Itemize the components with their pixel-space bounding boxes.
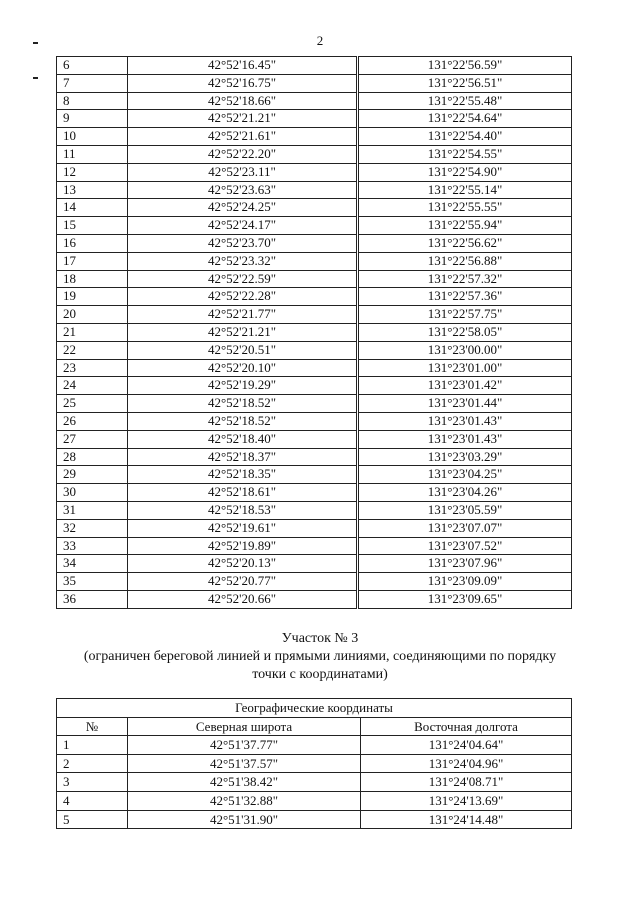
longitude-cell: 131°23'04.25" [359,466,572,484]
longitude-cell: 131°23'05.59" [359,501,572,519]
section-title: Участок № 3 [281,631,359,646]
longitude-column-header: Восточная долгота [361,717,572,736]
table-row [57,430,572,448]
table-row [57,74,572,92]
table-row [57,181,572,199]
latitude-cell: 42°52'22.28" [128,288,357,306]
table-header-row [57,717,572,736]
point-number: 1 [57,736,128,755]
point-number: 23 [57,359,128,377]
latitude-cell: 42°51'31.90" [128,810,361,829]
table-row [57,359,572,377]
point-number: 25 [57,395,128,413]
latitude-cell: 42°52'23.32" [128,252,357,270]
table-row [57,791,572,810]
longitude-cell: 131°23'07.96" [359,555,572,573]
point-number: 35 [57,573,128,591]
table-row [57,810,572,829]
table-row [57,448,572,466]
table-row [57,323,572,341]
point-number: 16 [57,234,128,252]
point-number: 14 [57,199,128,217]
latitude-cell: 42°52'20.10" [128,359,357,377]
longitude-cell: 131°22'54.64" [359,110,572,128]
latitude-cell: 42°52'18.52" [128,395,357,413]
latitude-cell: 42°52'21.61" [128,128,357,146]
latitude-cell: 42°52'18.37" [128,448,357,466]
latitude-cell: 42°52'18.52" [128,412,357,430]
longitude-cell: 131°22'55.94" [359,217,572,235]
longitude-cell: 131°24'13.69" [361,791,572,810]
longitude-cell: 131°23'01.44" [359,395,572,413]
latitude-cell: 42°52'24.25" [128,199,357,217]
point-number: 27 [57,430,128,448]
latitude-cell: 42°52'23.11" [128,163,357,181]
table-row [57,519,572,537]
latitude-cell: 42°51'37.77" [128,736,361,755]
table-row [57,306,572,324]
latitude-cell: 42°52'21.21" [128,110,357,128]
table-row [57,145,572,163]
point-number: 28 [57,448,128,466]
point-number: 20 [57,306,128,324]
table-row [57,270,572,288]
table-row [57,377,572,395]
margin-mark [33,42,38,44]
latitude-cell: 42°51'37.57" [128,754,361,773]
longitude-cell: 131°23'09.09" [359,573,572,591]
point-number: 13 [57,181,128,199]
point-number: 18 [57,270,128,288]
page-number: 2 [316,33,324,48]
point-number: 31 [57,501,128,519]
latitude-cell: 42°51'38.42" [128,773,361,792]
table-row [57,92,572,110]
latitude-cell: 42°52'20.51" [128,341,357,359]
point-number: 12 [57,163,128,181]
latitude-cell: 42°52'18.35" [128,466,357,484]
longitude-cell: 131°22'57.36" [359,288,572,306]
longitude-cell: 131°24'08.71" [361,773,572,792]
latitude-cell: 42°52'18.61" [128,484,357,502]
point-number: 30 [57,484,128,502]
longitude-cell: 131°22'56.59" [359,57,572,75]
point-number: 15 [57,217,128,235]
point-number: 4 [57,791,128,810]
latitude-cell: 42°52'23.70" [128,234,357,252]
longitude-cell: 131°22'56.51" [359,74,572,92]
point-number: 34 [57,555,128,573]
longitude-cell: 131°24'04.64" [361,736,572,755]
longitude-cell: 131°22'56.62" [359,234,572,252]
latitude-cell: 42°52'22.20" [128,145,357,163]
table-row [57,217,572,235]
latitude-cell: 42°52'24.17" [128,217,357,235]
latitude-cell: 42°52'18.66" [128,92,357,110]
latitude-cell: 42°52'16.45" [128,57,357,75]
longitude-cell: 131°23'07.07" [359,519,572,537]
longitude-cell: 131°22'57.75" [359,306,572,324]
latitude-cell: 42°52'23.63" [128,181,357,199]
point-number: 3 [57,773,128,792]
longitude-cell: 131°22'58.05" [359,323,572,341]
longitude-cell: 131°23'03.29" [359,448,572,466]
latitude-cell: 42°52'19.89" [128,537,357,555]
point-number: 5 [57,810,128,829]
longitude-cell: 131°24'04.96" [361,754,572,773]
longitude-cell: 131°22'55.48" [359,92,572,110]
table-row [57,484,572,502]
longitude-cell: 131°23'07.52" [359,537,572,555]
latitude-cell: 42°52'18.53" [128,501,357,519]
point-number: 11 [57,145,128,163]
point-number: 2 [57,754,128,773]
longitude-cell: 131°23'01.42" [359,377,572,395]
table-row [57,555,572,573]
table-row [57,537,572,555]
longitude-cell: 131°23'04.26" [359,484,572,502]
longitude-cell: 131°22'55.55" [359,199,572,217]
table-row [57,252,572,270]
point-number: 6 [57,57,128,75]
point-number: 36 [57,590,128,608]
point-number: 33 [57,537,128,555]
table-row [57,199,572,217]
latitude-cell: 42°52'19.29" [128,377,357,395]
point-number: 26 [57,412,128,430]
point-number: 21 [57,323,128,341]
latitude-cell: 42°52'19.61" [128,519,357,537]
latitude-cell: 42°52'21.21" [128,323,357,341]
number-column-header: № [57,717,128,736]
margin-mark [33,77,38,79]
latitude-cell: 42°52'16.75" [128,74,357,92]
table-row [57,754,572,773]
latitude-cell: 42°52'21.77" [128,306,357,324]
point-number: 29 [57,466,128,484]
table-row [57,736,572,755]
table-row [57,466,572,484]
table-row [57,773,572,792]
table-row [57,501,572,519]
table-row [57,234,572,252]
coordinates-table-continued [56,56,572,609]
section-subtitle-line-2: точки с координатами) [252,667,388,682]
point-number: 24 [57,377,128,395]
table-row [57,110,572,128]
longitude-cell: 131°23'01.43" [359,412,572,430]
latitude-cell: 42°52'20.77" [128,573,357,591]
latitude-cell: 42°52'20.66" [128,590,357,608]
longitude-cell: 131°22'55.14" [359,181,572,199]
table-row [57,128,572,146]
table-row [57,590,572,608]
longitude-cell: 131°24'14.48" [361,810,572,829]
point-number: 17 [57,252,128,270]
latitude-cell: 42°51'32.88" [128,791,361,810]
longitude-cell: 131°22'54.40" [359,128,572,146]
point-number: 8 [57,92,128,110]
section-subtitle-line-1: (ограничен береговой линией и прямыми линиями, соединяющими по порядку [83,649,557,664]
latitude-cell: 42°52'22.59" [128,270,357,288]
table-header-row [57,699,572,718]
latitude-cell: 42°52'18.40" [128,430,357,448]
longitude-cell: 131°22'56.88" [359,252,572,270]
latitude-column-header: Северная широта [128,717,361,736]
longitude-cell: 131°23'01.00" [359,359,572,377]
table-row [57,288,572,306]
longitude-cell: 131°23'01.43" [359,430,572,448]
geo-coordinates-header: Географические координаты [57,699,572,718]
point-number: 19 [57,288,128,306]
table-row [57,57,572,75]
point-number: 7 [57,74,128,92]
longitude-cell: 131°23'09.65" [359,590,572,608]
longitude-cell: 131°22'57.32" [359,270,572,288]
longitude-cell: 131°22'54.90" [359,163,572,181]
table-row [57,412,572,430]
point-number: 32 [57,519,128,537]
coordinates-table-section-3 [56,698,572,829]
table-row [57,395,572,413]
point-number: 9 [57,110,128,128]
point-number: 22 [57,341,128,359]
point-number: 10 [57,128,128,146]
longitude-cell: 131°22'54.55" [359,145,572,163]
longitude-cell: 131°23'00.00" [359,341,572,359]
table-row [57,573,572,591]
table-row [57,341,572,359]
table-row [57,163,572,181]
latitude-cell: 42°52'20.13" [128,555,357,573]
